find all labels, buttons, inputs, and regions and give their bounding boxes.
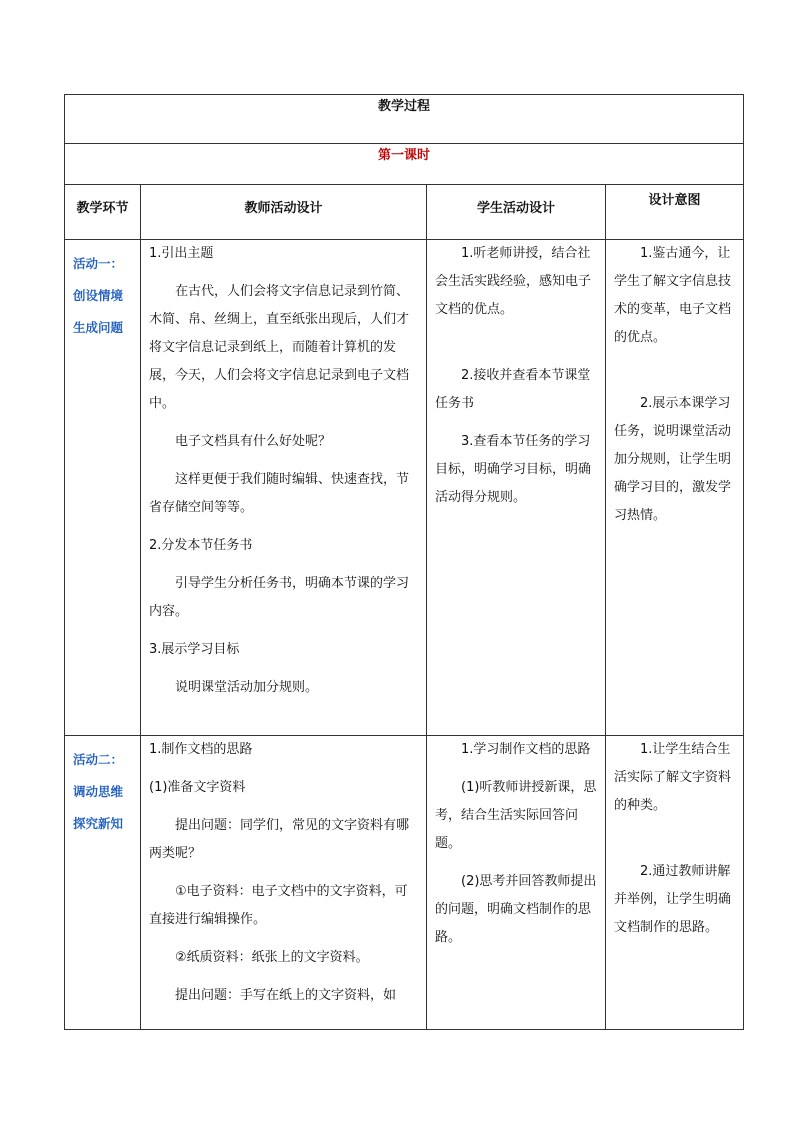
step-heading: 1.制作文档的思路: [149, 742, 253, 757]
period-row: [65, 144, 744, 185]
paragraph: 在古代，人们会将文字信息记录到竹简、木简、帛、丝绸上，直至纸张出现后，人们才将文字信息记录到纸上，而随着计算机的发展，今天，人们会将文字信息记录到电子文档中。: [149, 284, 410, 411]
step-heading: (1)准备文字资料: [149, 780, 246, 795]
paragraph: 说明课堂活动加分规则。: [175, 680, 319, 695]
paragraph: 2.通过教师讲解并举例，让学生明确文档制作的思路。: [614, 864, 732, 935]
paragraph: 提出问题：同学们，常见的文字资料有哪两类呢？: [149, 818, 410, 861]
stage-label: 活动二：: [73, 752, 124, 767]
paragraph: ②纸质资料：纸张上的文字资料。: [175, 950, 369, 965]
step-heading: 1.引出主题: [149, 246, 214, 261]
stage-label: 调动思维: [73, 784, 124, 799]
header-intent: 设计意图: [606, 185, 744, 240]
student-activity-cell: [427, 736, 606, 1030]
paragraph: 1.听老师讲授，结合社会生活实践经验，感知电子文档的优点。: [435, 246, 592, 317]
paragraph: 1.让学生结合生活实际了解文字资料的种类。: [614, 742, 732, 813]
lesson-process-table: [64, 94, 744, 1030]
paragraph: 1.鉴古通今，让学生了解文字信息技术的变革，电子文档的优点。: [614, 246, 732, 345]
paragraph: 引导学生分析任务书，明确本节课的学习内容。: [149, 576, 410, 619]
design-intent-cell: [606, 736, 744, 1030]
paragraph: 2.展示本课学习任务，说明课堂活动加分规则，让学生明确学习目的，激发学习热情。: [614, 396, 732, 523]
paragraph: 提出问题：手写在纸上的文字资料，如: [175, 988, 397, 1003]
column-header-row: [65, 185, 744, 240]
step-heading: 3.展示学习目标: [149, 642, 240, 657]
teacher-activity-cell: [141, 736, 427, 1030]
stage-label: 创设情境: [73, 288, 124, 303]
stage-cell: [65, 240, 141, 736]
table-row: [65, 736, 744, 1030]
paragraph: 电子文档具有什么好处呢？: [175, 434, 332, 449]
header-student: 学生活动设计: [427, 185, 606, 240]
period-label: 第一课时: [65, 144, 744, 185]
paragraph: 这样更便于我们随时编辑、快速查找，节省存储空间等等。: [149, 472, 410, 515]
table-row: [65, 240, 744, 736]
title-row: [65, 95, 744, 144]
header-teacher: 教师活动设计: [141, 185, 427, 240]
stage-label: 生成问题: [73, 320, 124, 335]
student-activity-cell: [427, 240, 606, 736]
stage-cell: [65, 736, 141, 1030]
teacher-activity-cell: [141, 240, 427, 736]
paragraph: 2.接收并查看本节课堂任务书: [435, 368, 591, 411]
paragraph: 1.学习制作文档的思路: [461, 742, 591, 757]
paragraph: (2)思考并回答教师提出的问题，明确文档制作的思路。: [435, 874, 597, 945]
paragraph: (1)听教师讲授新课，思考，结合生活实际回答问题。: [435, 780, 597, 851]
design-intent-cell: [606, 240, 744, 736]
paragraph: ①电子资料：电子文档中的文字资料，可直接进行编辑操作。: [149, 884, 408, 927]
table-title: 教学过程: [65, 95, 744, 144]
step-heading: 2.分发本节任务书: [149, 538, 253, 553]
stage-label: 探究新知: [73, 816, 124, 831]
paragraph: 3.查看本节任务的学习目标，明确学习目标，明确活动得分规则。: [435, 434, 592, 505]
stage-label: 活动一：: [73, 256, 124, 271]
header-stage: 教学环节: [65, 185, 141, 240]
